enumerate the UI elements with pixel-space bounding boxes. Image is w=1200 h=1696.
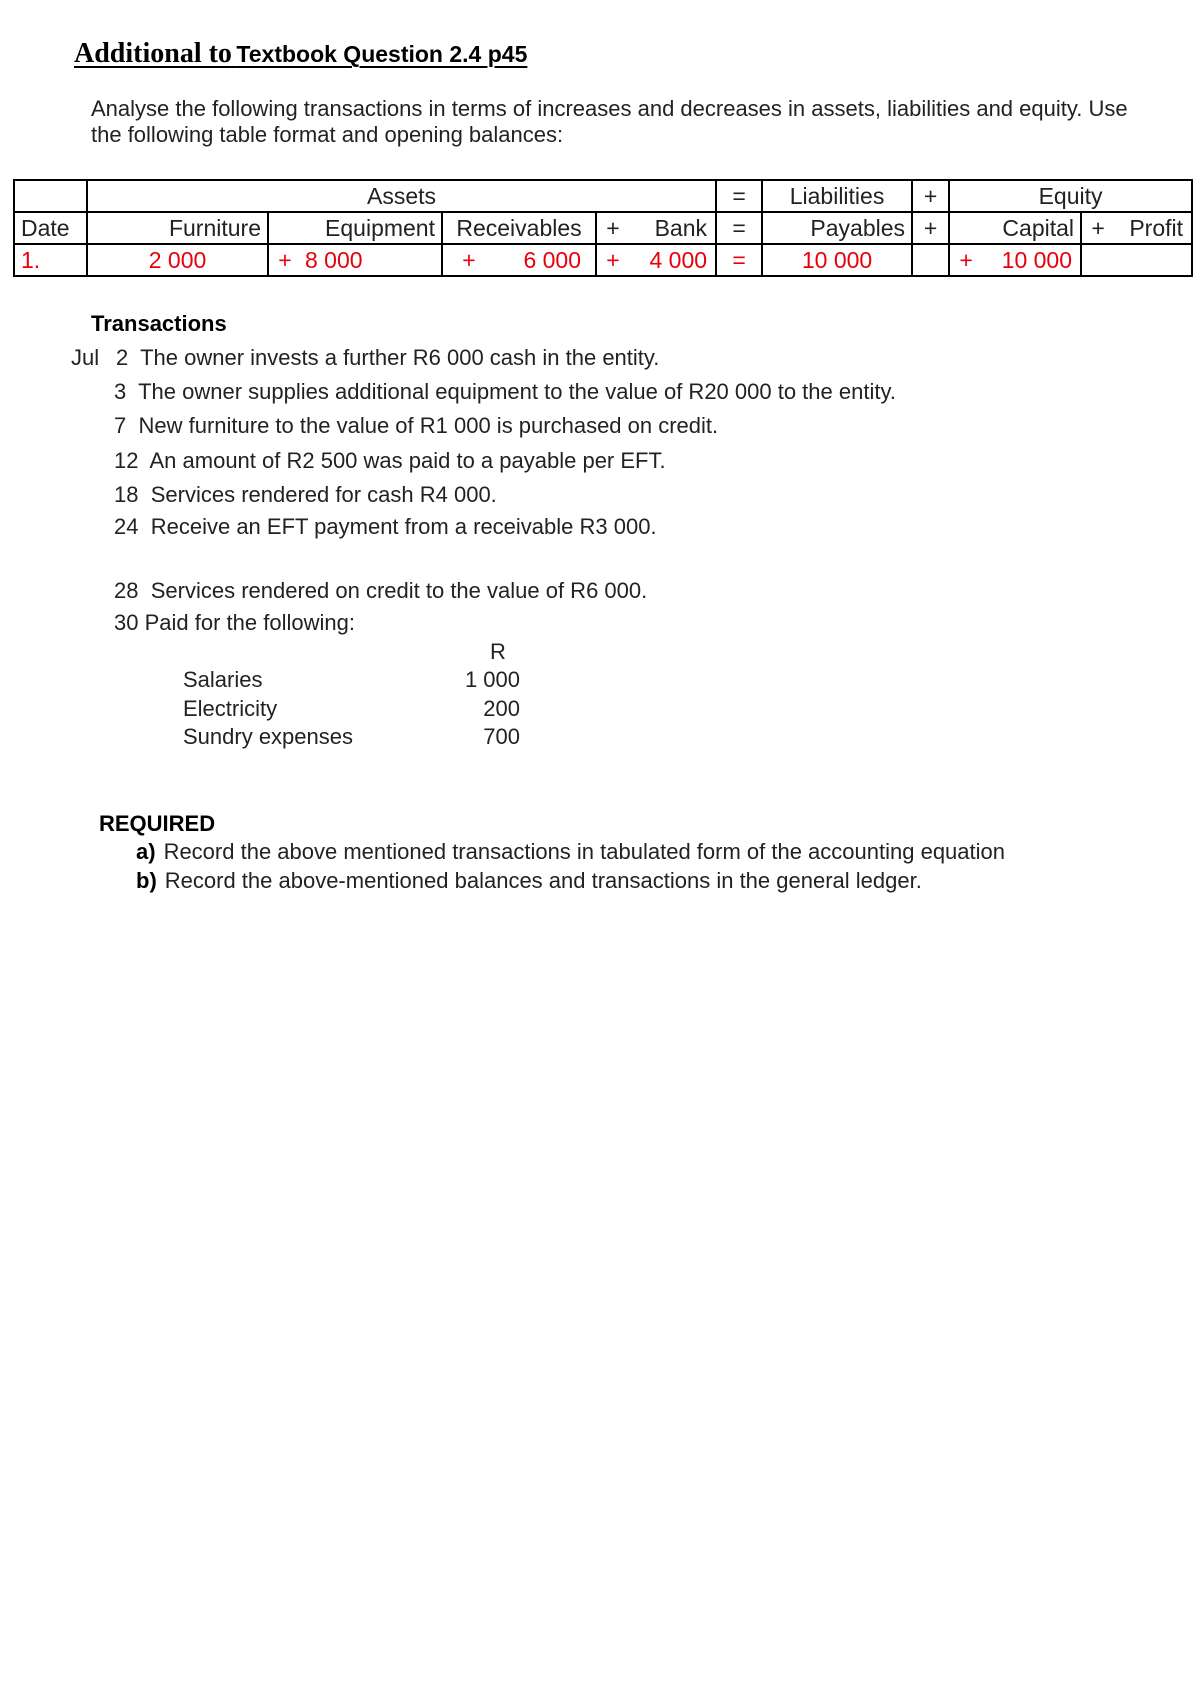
group-header-row <box>14 180 1192 212</box>
plus-sign: + <box>1091 215 1105 241</box>
receivables-value: 6 000 <box>523 247 581 273</box>
transaction-day: 12 <box>114 448 139 473</box>
title-prefix: Additional to <box>74 38 232 69</box>
required-heading: REQUIRED <box>99 811 216 836</box>
instructions-text: Analyse the following transactions in terms of increases and decreases in assets, liabilities and equity. Use the following table format and opening balances: <box>91 96 1128 147</box>
equals-sign: = <box>716 212 762 244</box>
empty-cell <box>912 244 949 276</box>
transaction-day: 24 <box>114 514 139 539</box>
transaction-text: New furniture to the value of R1 000 is purchased on credit. <box>138 413 719 438</box>
furniture-header: Furniture <box>87 212 268 244</box>
payment-amount: 1 000 <box>464 667 520 692</box>
transaction-text: Services rendered for cash R4 000. <box>150 482 497 507</box>
accounting-equation-table <box>13 179 1193 277</box>
transaction-item <box>116 345 659 371</box>
transaction-item <box>114 379 896 405</box>
opening-balance-row <box>14 244 1192 276</box>
required-label: a) <box>136 839 156 864</box>
title-rest: Textbook Question 2.4 p45 <box>236 41 528 67</box>
equals-sign: = <box>716 244 762 276</box>
bank-header: Bank <box>654 215 708 241</box>
capital-value: 10 000 <box>1001 247 1073 273</box>
transaction-day: 28 <box>114 578 139 603</box>
plus-header: + <box>912 180 949 212</box>
required-item <box>136 839 1005 865</box>
currency-header: R <box>490 639 506 664</box>
profit-cell <box>1081 244 1192 276</box>
capital-cell <box>949 244 1081 276</box>
plus-sign: + <box>278 247 292 273</box>
transaction-text: Services rendered on credit to the value of R6 000. <box>150 578 648 603</box>
transaction-text: The owner invests a further R6 000 cash in the entity. <box>140 345 660 370</box>
plus-sign: + <box>606 247 620 273</box>
transaction-item <box>114 578 647 604</box>
equipment-header: Equipment <box>268 212 442 244</box>
assets-header: Assets <box>87 180 716 212</box>
equals-header: = <box>716 180 762 212</box>
transaction-item <box>114 413 718 439</box>
required-item <box>136 868 922 894</box>
transaction-text: Receive an EFT payment from a receivable R3 000. <box>150 514 657 539</box>
column-header-row <box>14 212 1192 244</box>
bank-header-cell <box>596 212 716 244</box>
payment-item: Salaries <box>183 667 263 692</box>
furniture-cell: 2 000 <box>87 244 268 276</box>
transaction-day: 2 <box>116 345 129 370</box>
required-text: Record the above mentioned transactions in tabulated form of the accounting equation <box>163 839 1005 864</box>
transactions-heading: Transactions <box>91 311 227 336</box>
plus-sign: + <box>959 247 973 273</box>
transaction-day: 7 <box>114 413 127 438</box>
transaction-text: An amount of R2 500 was paid to a payable per EFT. <box>149 448 666 473</box>
equipment-value: 8 000 <box>305 247 363 273</box>
bank-cell <box>596 244 716 276</box>
bank-value: 4 000 <box>649 247 708 273</box>
date-cell: 1. <box>14 244 87 276</box>
equity-header: Equity <box>949 180 1192 212</box>
transaction-item <box>114 448 666 474</box>
required-label: b) <box>136 868 157 893</box>
receivables-header: Receivables <box>442 212 596 244</box>
payment-amount: 700 <box>483 724 520 749</box>
payment-item: Sundry expenses <box>183 724 353 749</box>
transaction-text: The owner supplies additional equipment to the value of R20 000 to the entity. <box>138 379 896 404</box>
plus-sign: + <box>912 212 949 244</box>
transaction-item <box>114 482 497 508</box>
transaction-day: 18 <box>114 482 139 507</box>
transaction-item <box>114 514 657 540</box>
payment-item: Electricity <box>183 696 278 721</box>
transaction-day: 3 <box>114 379 127 404</box>
payables-cell: 10 000 <box>762 244 912 276</box>
transaction-day: 30 <box>114 610 139 635</box>
payment-amount: 200 <box>483 696 520 721</box>
capital-header: Capital <box>949 212 1081 244</box>
receivables-cell <box>442 244 596 276</box>
plus-sign: + <box>462 247 476 273</box>
empty-cell <box>14 180 87 212</box>
transaction-month: Jul <box>71 345 100 370</box>
date-header: Date <box>14 212 87 244</box>
equipment-cell <box>268 244 442 276</box>
page-title <box>74 38 527 70</box>
liabilities-header: Liabilities <box>762 180 912 212</box>
transaction-text: Paid for the following: <box>144 610 355 635</box>
profit-header-cell <box>1081 212 1192 244</box>
transaction-item <box>114 610 355 636</box>
payables-header: Payables <box>762 212 912 244</box>
required-text: Record the above-mentioned balances and transactions in the general ledger. <box>164 868 922 893</box>
profit-header: Profit <box>1129 215 1184 241</box>
plus-sign: + <box>606 215 620 241</box>
